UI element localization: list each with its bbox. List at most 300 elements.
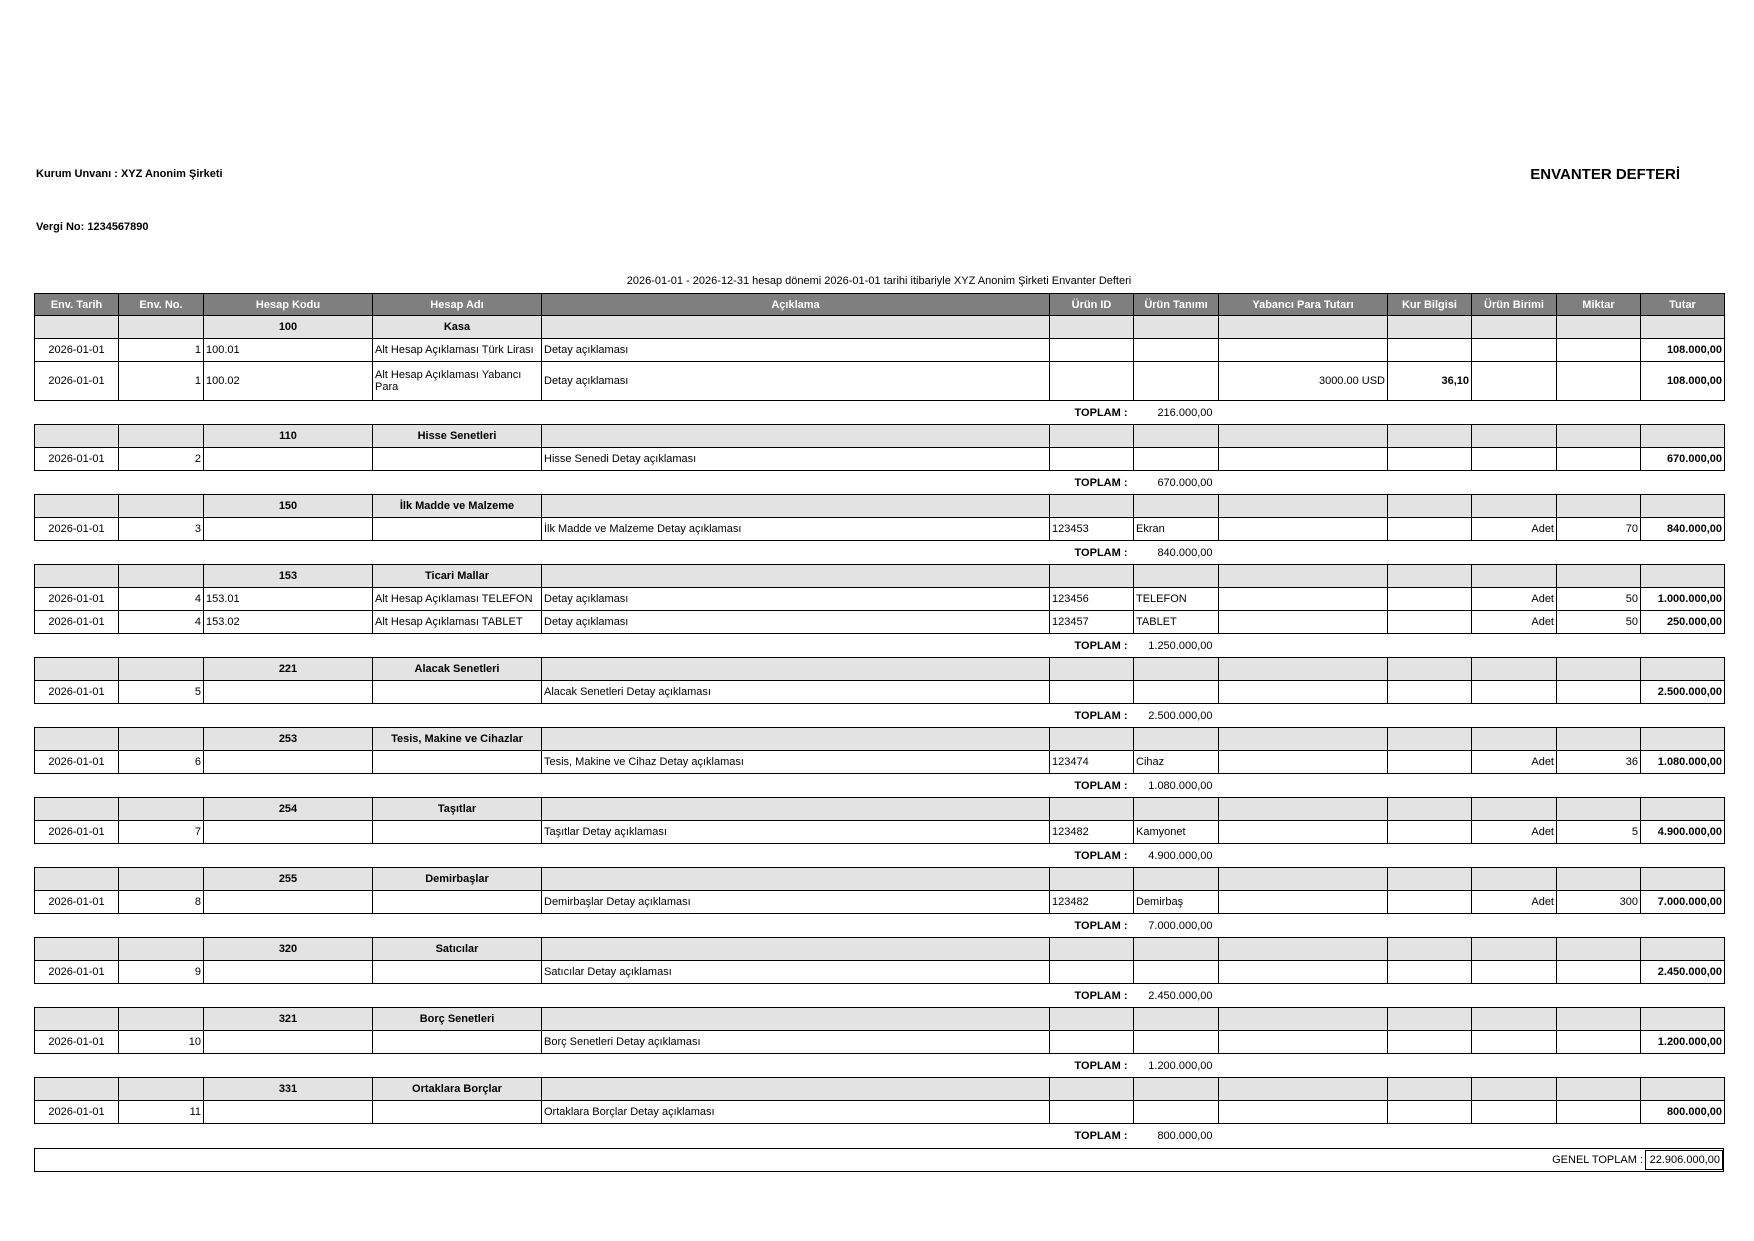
product-unit xyxy=(1472,362,1557,401)
group-account-name: İlk Madde ve Malzeme xyxy=(373,495,542,518)
account-name xyxy=(373,1031,542,1054)
empty-cell xyxy=(1219,798,1388,821)
entry-description: Borç Senetleri Detay açıklaması xyxy=(542,1031,1050,1054)
empty-cell xyxy=(542,425,1050,448)
product-definition xyxy=(1134,681,1219,704)
table-row xyxy=(35,961,1725,984)
group-total-label: TOPLAM : xyxy=(1074,639,1128,652)
entry-number: 1 xyxy=(119,362,204,401)
amount: 1.080.000,00 xyxy=(1641,751,1725,774)
amount: 2.500.000,00 xyxy=(1641,681,1725,704)
group-total-value: 2.450.000,00 xyxy=(1148,989,1213,1002)
entry-description: Detay açıklaması xyxy=(542,362,1050,401)
empty-cell xyxy=(1641,1078,1725,1101)
empty-cell xyxy=(1219,1008,1388,1031)
table-row xyxy=(35,751,1725,774)
group-total-label: TOPLAM : xyxy=(1074,849,1128,862)
group-account-code: 150 xyxy=(204,495,373,518)
empty-cell xyxy=(1050,868,1134,891)
group-account-code: 331 xyxy=(204,1078,373,1101)
group-account-name: Borç Senetleri xyxy=(373,1008,542,1031)
empty-cell xyxy=(542,495,1050,518)
quantity: 70 xyxy=(1557,518,1641,541)
amount: 108.000,00 xyxy=(1641,362,1725,401)
entry-number: 9 xyxy=(119,961,204,984)
group-total-row xyxy=(35,1124,1725,1148)
empty-cell xyxy=(1219,316,1388,339)
empty-cell xyxy=(1388,1078,1472,1101)
spacer-cell xyxy=(35,634,1050,658)
period-description: 2026-01-01 - 2026-12-31 hesap dönemi 2026-01-01 tarihi itibariyle XYZ Anonim Şirketi Envanter Defteri xyxy=(626,275,1132,287)
empty-cell xyxy=(1219,565,1388,588)
table-row xyxy=(35,448,1725,471)
group-total-row xyxy=(35,914,1725,938)
group-total-value: 216.000,00 xyxy=(1157,406,1213,419)
col-header: Ürün Birimi xyxy=(1472,294,1557,316)
entry-date: 2026-01-01 xyxy=(35,611,119,634)
empty-cell xyxy=(1050,938,1134,961)
foreign-currency-amount xyxy=(1219,448,1388,471)
group-total-value: 1.080.000,00 xyxy=(1148,779,1213,792)
product-unit xyxy=(1472,681,1557,704)
empty-cell xyxy=(35,565,119,588)
amount: 670.000,00 xyxy=(1641,448,1725,471)
foreign-currency-amount xyxy=(1219,751,1388,774)
exchange-rate xyxy=(1388,891,1472,914)
spacer-cell xyxy=(1219,1124,1725,1148)
product-definition: TABLET xyxy=(1134,611,1219,634)
empty-cell xyxy=(35,495,119,518)
entry-date: 2026-01-01 xyxy=(35,681,119,704)
product-id: 123482 xyxy=(1050,891,1134,914)
exchange-rate xyxy=(1388,1101,1472,1124)
entry-date: 2026-01-01 xyxy=(35,751,119,774)
quantity: 300 xyxy=(1557,891,1641,914)
empty-cell xyxy=(1388,728,1472,751)
quantity xyxy=(1557,1101,1641,1124)
foreign-currency-amount xyxy=(1219,588,1388,611)
group-total-value: 4.900.000,00 xyxy=(1148,849,1213,862)
amount: 840.000,00 xyxy=(1641,518,1725,541)
empty-cell xyxy=(35,658,119,681)
account-code: 153.02 xyxy=(204,611,373,634)
entry-description: Hisse Senedi Detay açıklaması xyxy=(542,448,1050,471)
empty-cell xyxy=(1557,316,1641,339)
product-unit xyxy=(1472,1101,1557,1124)
amount: 7.000.000,00 xyxy=(1641,891,1725,914)
empty-cell xyxy=(119,798,204,821)
empty-cell xyxy=(542,1008,1050,1031)
group-total-label: TOPLAM : xyxy=(1074,779,1128,792)
product-id: 123453 xyxy=(1050,518,1134,541)
group-account-code: 110 xyxy=(204,425,373,448)
table-row xyxy=(35,339,1725,362)
col-header: Açıklama xyxy=(542,294,1050,316)
inventory-ledger xyxy=(34,293,1724,1172)
group-account-code: 321 xyxy=(204,1008,373,1031)
amount: 4.900.000,00 xyxy=(1641,821,1725,844)
col-header: Ürün Tanımı xyxy=(1134,294,1219,316)
empty-cell xyxy=(1388,1008,1472,1031)
ledger-table xyxy=(34,293,1725,1148)
entry-number: 10 xyxy=(119,1031,204,1054)
group-account-name: Taşıtlar xyxy=(373,798,542,821)
col-header: Miktar xyxy=(1557,294,1641,316)
empty-cell xyxy=(1641,565,1725,588)
account-code xyxy=(204,681,373,704)
amount: 250.000,00 xyxy=(1641,611,1725,634)
empty-cell xyxy=(542,868,1050,891)
table-row xyxy=(35,362,1725,401)
empty-cell xyxy=(1219,495,1388,518)
account-code xyxy=(204,448,373,471)
account-name xyxy=(373,821,542,844)
spacer-cell xyxy=(1219,774,1725,798)
empty-cell xyxy=(1472,728,1557,751)
entry-number: 5 xyxy=(119,681,204,704)
quantity xyxy=(1557,339,1641,362)
product-definition xyxy=(1134,339,1219,362)
group-account-name: Ticari Mallar xyxy=(373,565,542,588)
entry-number: 7 xyxy=(119,821,204,844)
entry-date: 2026-01-01 xyxy=(35,362,119,401)
foreign-currency-amount xyxy=(1219,891,1388,914)
empty-cell xyxy=(35,798,119,821)
col-header: Kur Bilgisi xyxy=(1388,294,1472,316)
empty-cell xyxy=(35,1078,119,1101)
empty-cell xyxy=(1557,798,1641,821)
account-code xyxy=(204,1031,373,1054)
empty-cell xyxy=(35,868,119,891)
empty-cell xyxy=(119,425,204,448)
empty-cell xyxy=(1134,938,1219,961)
empty-cell xyxy=(1219,425,1388,448)
grand-total-label: GENEL TOPLAM : xyxy=(1552,1153,1643,1166)
group-account-name: Ortaklara Borçlar xyxy=(373,1078,542,1101)
group-account-name: Kasa xyxy=(373,316,542,339)
empty-cell xyxy=(542,1078,1050,1101)
empty-cell xyxy=(542,728,1050,751)
product-definition: Cihaz xyxy=(1134,751,1219,774)
empty-cell xyxy=(1641,316,1725,339)
exchange-rate xyxy=(1388,681,1472,704)
entry-date: 2026-01-01 xyxy=(35,821,119,844)
spacer-cell xyxy=(1219,541,1725,565)
group-total-value: 840.000,00 xyxy=(1157,546,1213,559)
spacer-cell xyxy=(1219,844,1725,868)
empty-cell xyxy=(542,938,1050,961)
spacer-cell xyxy=(1219,914,1725,938)
amount: 1.200.000,00 xyxy=(1641,1031,1725,1054)
entry-description: Satıcılar Detay açıklaması xyxy=(542,961,1050,984)
group-total-row xyxy=(35,471,1725,495)
product-id xyxy=(1050,681,1134,704)
product-id: 123482 xyxy=(1050,821,1134,844)
group-account-code: 253 xyxy=(204,728,373,751)
empty-cell xyxy=(1050,495,1134,518)
product-unit: Adet xyxy=(1472,518,1557,541)
account-name xyxy=(373,518,542,541)
empty-cell xyxy=(1134,316,1219,339)
empty-cell xyxy=(1050,1078,1134,1101)
entry-number: 2 xyxy=(119,448,204,471)
group-total-value: 2.500.000,00 xyxy=(1148,709,1213,722)
empty-cell xyxy=(1388,658,1472,681)
empty-cell xyxy=(1388,565,1472,588)
account-name xyxy=(373,1101,542,1124)
entry-date: 2026-01-01 xyxy=(35,891,119,914)
empty-cell xyxy=(1472,565,1557,588)
document-title: ENVANTER DEFTERİ xyxy=(1530,166,1680,183)
account-name: Alt Hesap Açıklaması TELEFON xyxy=(373,588,542,611)
empty-cell xyxy=(1134,798,1219,821)
exchange-rate xyxy=(1388,751,1472,774)
foreign-currency-amount xyxy=(1219,681,1388,704)
product-id: 123456 xyxy=(1050,588,1134,611)
empty-cell xyxy=(1134,425,1219,448)
col-header: Hesap Adı xyxy=(373,294,542,316)
empty-cell xyxy=(1641,425,1725,448)
group-total-row xyxy=(35,541,1725,565)
empty-cell xyxy=(1472,868,1557,891)
exchange-rate: 36,10 xyxy=(1388,362,1472,401)
spacer-cell xyxy=(1219,984,1725,1008)
group-total-value: 670.000,00 xyxy=(1157,476,1213,489)
account-name xyxy=(373,751,542,774)
exchange-rate xyxy=(1388,448,1472,471)
empty-cell xyxy=(542,658,1050,681)
col-header: Tutar xyxy=(1641,294,1725,316)
group-total-row xyxy=(35,634,1725,658)
product-unit: Adet xyxy=(1472,588,1557,611)
empty-cell xyxy=(1472,495,1557,518)
foreign-currency-amount xyxy=(1219,518,1388,541)
account-code xyxy=(204,1101,373,1124)
account-name: Alt Hesap Açıklaması Yabancı Para xyxy=(373,362,542,401)
amount: 800.000,00 xyxy=(1641,1101,1725,1124)
group-total-row xyxy=(35,774,1725,798)
spacer-cell xyxy=(1219,704,1725,728)
group-total-row xyxy=(35,401,1725,425)
table-row xyxy=(35,611,1725,634)
empty-cell xyxy=(1050,1008,1134,1031)
group-total-row xyxy=(35,984,1725,1008)
empty-cell xyxy=(1219,938,1388,961)
account-group-row xyxy=(35,1078,1725,1101)
product-definition xyxy=(1134,362,1219,401)
spacer-cell xyxy=(35,1124,1050,1148)
spacer-cell xyxy=(35,844,1050,868)
empty-cell xyxy=(542,798,1050,821)
account-group-row xyxy=(35,658,1725,681)
empty-cell xyxy=(1050,798,1134,821)
product-unit: Adet xyxy=(1472,751,1557,774)
group-total-value: 800.000,00 xyxy=(1157,1129,1213,1142)
product-unit xyxy=(1472,339,1557,362)
empty-cell xyxy=(1641,868,1725,891)
product-definition: TELEFON xyxy=(1134,588,1219,611)
table-row xyxy=(35,588,1725,611)
empty-cell xyxy=(119,728,204,751)
account-code xyxy=(204,821,373,844)
empty-cell xyxy=(1050,316,1134,339)
product-unit xyxy=(1472,1031,1557,1054)
empty-cell xyxy=(1472,938,1557,961)
empty-cell xyxy=(119,1078,204,1101)
empty-cell xyxy=(1557,658,1641,681)
group-total-row xyxy=(35,844,1725,868)
entry-date: 2026-01-01 xyxy=(35,339,119,362)
empty-cell xyxy=(119,1008,204,1031)
group-total-label: TOPLAM : xyxy=(1074,709,1128,722)
foreign-currency-amount xyxy=(1219,339,1388,362)
spacer-cell xyxy=(35,704,1050,728)
quantity: 50 xyxy=(1557,588,1641,611)
product-id xyxy=(1050,1101,1134,1124)
group-total-label: TOPLAM : xyxy=(1074,989,1128,1002)
entry-number: 1 xyxy=(119,339,204,362)
empty-cell xyxy=(1219,658,1388,681)
product-id: 123457 xyxy=(1050,611,1134,634)
grand-total-box xyxy=(34,1148,1724,1172)
quantity xyxy=(1557,448,1641,471)
account-group-row xyxy=(35,316,1725,339)
account-code: 100.01 xyxy=(204,339,373,362)
empty-cell xyxy=(119,938,204,961)
group-total-label: TOPLAM : xyxy=(1074,406,1128,419)
col-header: Hesap Kodu xyxy=(204,294,373,316)
exchange-rate xyxy=(1388,588,1472,611)
entry-description: Detay açıklaması xyxy=(542,588,1050,611)
group-total-label: TOPLAM : xyxy=(1074,1129,1128,1142)
account-group-row xyxy=(35,495,1725,518)
exchange-rate xyxy=(1388,339,1472,362)
entry-date: 2026-01-01 xyxy=(35,961,119,984)
empty-cell xyxy=(1050,728,1134,751)
empty-cell xyxy=(542,565,1050,588)
account-code: 100.02 xyxy=(204,362,373,401)
entry-number: 3 xyxy=(119,518,204,541)
spacer-cell xyxy=(1219,1054,1725,1078)
table-row xyxy=(35,681,1725,704)
amount: 1.000.000,00 xyxy=(1641,588,1725,611)
account-group-row xyxy=(35,728,1725,751)
empty-cell xyxy=(1641,658,1725,681)
entry-date: 2026-01-01 xyxy=(35,518,119,541)
account-group-row xyxy=(35,1008,1725,1031)
quantity: 36 xyxy=(1557,751,1641,774)
foreign-currency-amount xyxy=(1219,821,1388,844)
product-id: 123474 xyxy=(1050,751,1134,774)
spacer-cell xyxy=(1219,401,1725,425)
entry-date: 2026-01-01 xyxy=(35,1101,119,1124)
empty-cell xyxy=(1472,1008,1557,1031)
entry-date: 2026-01-01 xyxy=(35,448,119,471)
account-name xyxy=(373,681,542,704)
group-total-row xyxy=(35,1054,1725,1078)
group-account-name: Tesis, Makine ve Cihazlar xyxy=(373,728,542,751)
product-definition xyxy=(1134,1101,1219,1124)
foreign-currency-amount: 3000.00 USD xyxy=(1219,362,1388,401)
empty-cell xyxy=(1388,938,1472,961)
foreign-currency-amount xyxy=(1219,1101,1388,1124)
account-name: Alt Hesap Açıklaması Türk Lirası xyxy=(373,339,542,362)
product-unit xyxy=(1472,448,1557,471)
col-header: Env. Tarih xyxy=(35,294,119,316)
quantity xyxy=(1557,961,1641,984)
table-row xyxy=(35,1101,1725,1124)
empty-cell xyxy=(1472,658,1557,681)
exchange-rate xyxy=(1388,821,1472,844)
spacer-cell xyxy=(35,984,1050,1008)
col-header: Env. No. xyxy=(119,294,204,316)
empty-cell xyxy=(1641,798,1725,821)
empty-cell xyxy=(1472,798,1557,821)
empty-cell xyxy=(1472,1078,1557,1101)
empty-cell xyxy=(1557,565,1641,588)
empty-cell xyxy=(1134,1008,1219,1031)
empty-cell xyxy=(1134,495,1219,518)
group-account-code: 100 xyxy=(204,316,373,339)
spacer-cell xyxy=(35,541,1050,565)
empty-cell xyxy=(1641,1008,1725,1031)
ledger-header-row xyxy=(35,294,1725,316)
group-total-value: 7.000.000,00 xyxy=(1148,919,1213,932)
empty-cell xyxy=(119,316,204,339)
group-account-name: Satıcılar xyxy=(373,938,542,961)
account-name xyxy=(373,448,542,471)
empty-cell xyxy=(119,495,204,518)
empty-cell xyxy=(1557,938,1641,961)
col-header: Ürün ID xyxy=(1050,294,1134,316)
foreign-currency-amount xyxy=(1219,1031,1388,1054)
entry-description: Detay açıklaması xyxy=(542,339,1050,362)
group-account-name: Hisse Senetleri xyxy=(373,425,542,448)
empty-cell xyxy=(1219,868,1388,891)
company-name: Kurum Unvanı : XYZ Anonim Şirketi xyxy=(36,168,223,180)
col-header: Yabancı Para Tutarı xyxy=(1219,294,1388,316)
product-unit xyxy=(1472,961,1557,984)
group-total-row xyxy=(35,704,1725,728)
empty-cell xyxy=(1388,425,1472,448)
product-definition xyxy=(1134,448,1219,471)
product-definition xyxy=(1134,961,1219,984)
exchange-rate xyxy=(1388,518,1472,541)
spacer-cell xyxy=(35,471,1050,495)
empty-cell xyxy=(1557,1008,1641,1031)
amount: 2.450.000,00 xyxy=(1641,961,1725,984)
empty-cell xyxy=(1050,565,1134,588)
exchange-rate xyxy=(1388,1031,1472,1054)
empty-cell xyxy=(1557,425,1641,448)
spacer-cell xyxy=(1219,471,1725,495)
product-unit: Adet xyxy=(1472,821,1557,844)
empty-cell xyxy=(1134,565,1219,588)
foreign-currency-amount xyxy=(1219,961,1388,984)
product-definition: Kamyonet xyxy=(1134,821,1219,844)
table-row xyxy=(35,518,1725,541)
entry-date: 2026-01-01 xyxy=(35,588,119,611)
product-definition: Demirbaş xyxy=(1134,891,1219,914)
account-name xyxy=(373,891,542,914)
entry-number: 8 xyxy=(119,891,204,914)
entry-number: 11 xyxy=(119,1101,204,1124)
group-total-label: TOPLAM : xyxy=(1074,919,1128,932)
quantity xyxy=(1557,1031,1641,1054)
product-id xyxy=(1050,362,1134,401)
empty-cell xyxy=(1557,868,1641,891)
group-account-name: Demirbaşlar xyxy=(373,868,542,891)
